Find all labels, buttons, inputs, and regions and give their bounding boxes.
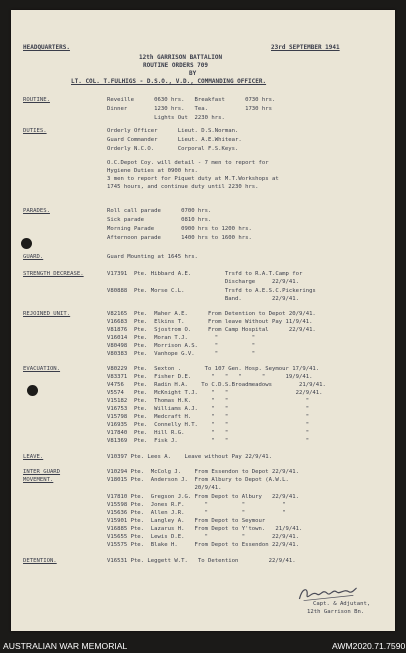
commander: LT. COL. T.FULHIGS - D.S.O., V.D., COMMANDING OFFICER.	[71, 78, 267, 85]
rejoined-unit-line: V82165 Pte. Maher A.E. From Detention to Depot 20/9/41.	[107, 311, 316, 317]
duties-line: Orderly Officer Lieut. D.S.Norman.	[107, 128, 239, 134]
evacuation-line: V81369 Pte. Fisk J. " " "	[107, 438, 310, 444]
footer-institution: AUSTRALIAN WAR MEMORIAL	[3, 641, 128, 651]
routine-line: Dinner 1230 hrs. Tea. 1730 hrs	[107, 106, 273, 112]
strength-decrease-line: V17391 Pte. Hibbard A.E. Trsfd to R.A.T.Camp for	[107, 271, 303, 277]
inter-guard-line: V15575 Pte. Blake H. From Depot to Essendon 22/9/41.	[107, 542, 299, 548]
punch-hole-bottom	[27, 385, 38, 396]
duties-paragraph: Hygiene Duties at 0900 hrs.	[107, 168, 198, 174]
evacuation-line: V4756 Pte. Radin H.A. To C.D.S.Broadmeadows 21/9/41.	[107, 382, 326, 388]
evacuation-line: V83371 Pte. Fisher D.E. " " " " 19/9/41.	[107, 374, 313, 380]
strength-decrease-line: Band. 22/9/41.	[107, 296, 299, 302]
rejoined-unit-line: V80383 Pte. Vanhope G.V. " "	[107, 351, 256, 357]
orders-title: ROUTINE ORDERS 709	[143, 62, 209, 69]
inter-guard-line: V15655 Pte. Lewis D.E. " " 22/9/41.	[107, 534, 299, 540]
detention-heading: DETENTION.	[23, 558, 57, 564]
evacuation-line: V15182 Pte. Thomas H.K. " " "	[107, 398, 310, 404]
inter-guard-line: V10294 Pte. McColg J. From Essendon to Depot 22/9/41.	[107, 469, 299, 475]
footer-bar	[0, 638, 406, 653]
rejoined-unit-line: V80498 Pte. Morrison A.S. " "	[107, 343, 256, 349]
battalion: 12th GARRISON BATTALION	[139, 54, 223, 61]
duties-paragraph: 3 men to report for Piquet duty at M.T.Workshops at	[107, 176, 279, 182]
strength-decrease-line: Discharge 22/9/41.	[107, 279, 299, 285]
evacuation-line: V5574 Pte. McKnight T.J. " " 22/9/41.	[107, 390, 323, 396]
parades-line: Sick parade 0810 hrs.	[107, 217, 212, 223]
duties-heading: DUTIES.	[23, 128, 47, 134]
parades-heading: PARADES.	[23, 208, 50, 214]
inter-guard-heading: MOVEMENT.	[23, 477, 54, 483]
inter-guard-line: 20/9/41.	[107, 485, 222, 491]
parades-line: Morning Parade 0900 hrs to 1200 hrs.	[107, 226, 252, 232]
signatory-title: Capt. & Adjutant,	[313, 601, 371, 607]
routine-line: Lights Out 2230 hrs.	[107, 115, 225, 121]
inter-guard-line: V18015 Pte. Anderson J. From Albury to Depot (A.W.L.	[107, 477, 289, 483]
strength-decrease-heading: STRENGTH DECREASE.	[23, 271, 84, 277]
routine-line: Reveille 0630 hrs. Breakfast 0730 hrs.	[107, 97, 276, 103]
evacuation-line: V15798 Pte. Medcraft H. " " "	[107, 414, 310, 420]
rejoined-unit-heading: REJOINED UNIT.	[23, 311, 71, 317]
guard-heading: GUARD.	[23, 254, 44, 260]
evacuation-line: V16753 Pte. Williams A.J. " " "	[107, 406, 310, 412]
document-page	[11, 10, 395, 631]
inter-guard-line: V15598 Pte. Jones R.F. " " "	[107, 502, 286, 508]
rejoined-unit-line: V16683 Pte. Elkins T. From leave Without Pay 11/9/41.	[107, 319, 313, 325]
rejoined-unit-line: V81876 Pte. Sjostrom O. From Camp Hospital 22/9/41.	[107, 327, 316, 333]
punch-hole-top	[21, 238, 32, 249]
routine-heading: ROUTINE.	[23, 97, 50, 103]
rejoined-unit-line: V16014 Pte. Moran T.J. " "	[107, 335, 256, 341]
inter-guard-line: V15901 Pte. Langley A. From Depot to Seymour	[107, 518, 266, 524]
detention-text: V16531 Pte. Leggett W.T. To Detention 22/9/41.	[107, 558, 296, 564]
leave-heading: LEAVE.	[23, 454, 44, 460]
parades-line: Afternoon parade 1400 hrs to 1600 hrs.	[107, 235, 252, 241]
evacuation-line: V17840 Pte. Hill R.G. " " "	[107, 430, 310, 436]
evacuation-line: V80229 Pte. Sexton . To 107 Gen. Hosp. Seymour 17/9/41.	[107, 366, 320, 372]
duties-line: Orderly N.C.O. Corporal F.S.Keys.	[107, 146, 239, 152]
inter-guard-line: V15636 Pte. Allen J.R. " " "	[107, 510, 286, 516]
signatory-unit: 12th Garrison Bn.	[307, 609, 365, 615]
date: 23rd SEPTEMBER 1941	[271, 44, 340, 51]
strength-decrease-line: V80888 Pte. Morse C.L. Trsfd to A.E.S.C.Pickerings	[107, 288, 316, 294]
duties-paragraph: 1745 hours, and continue duty until 2230 hrs.	[107, 184, 259, 190]
inter-guard-heading: INTER GUARD	[23, 469, 61, 475]
inter-guard-line: V17810 Pte. Gregson J.G. From Depot to Albury 22/9/41.	[107, 494, 299, 500]
duties-line: Guard Commander Lieut. A.E.Whitear.	[107, 137, 242, 143]
location: HEADQUARTERS.	[23, 44, 70, 51]
evacuation-heading: EVACUATION.	[23, 366, 61, 372]
leave-text: V10397 Pte. Lees A. Leave without Pay 22/9/41.	[107, 454, 273, 460]
evacuation-line: V16935 Pte. Connelly H.T. " " "	[107, 422, 310, 428]
guard-text: Guard Mounting at 1645 hrs.	[107, 254, 198, 260]
parades-line: Roll call parade 0700 hrs.	[107, 208, 212, 214]
footer-accession-id: AWM2020.71.7590	[332, 641, 406, 651]
duties-paragraph: O.C.Depot Coy. will detail - 7 men to report for	[107, 160, 269, 166]
orders-by: BY	[189, 70, 197, 77]
inter-guard-line: V16885 Pte. Lazarus H. From Depot to Y'town. 21/9/41.	[107, 526, 303, 532]
